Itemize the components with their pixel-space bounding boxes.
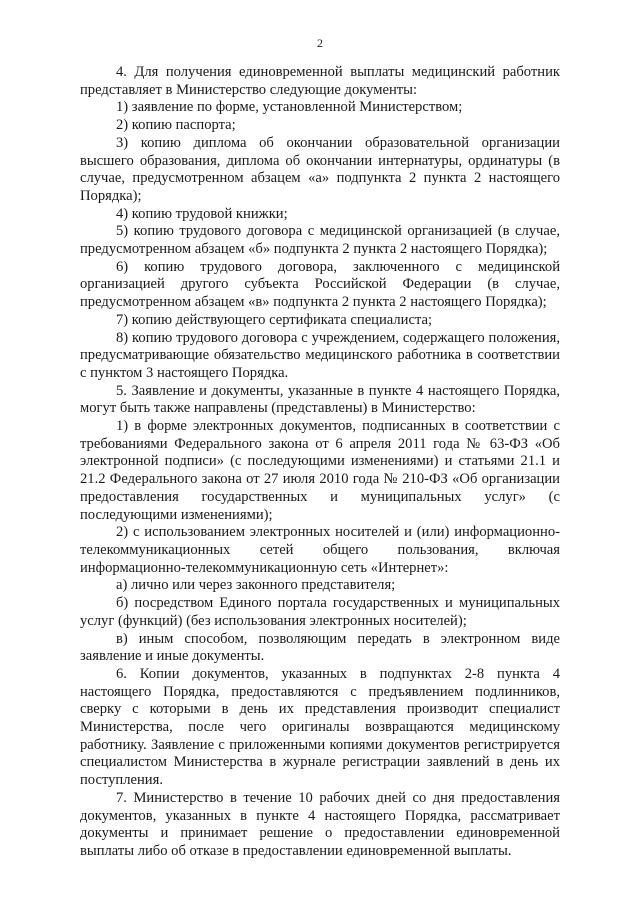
list-item-4-5: 5) копию трудового договора с медицинской организацией (в случае, предусмотренном абзацем «б» подпункта 2 пункта 2 настоящего Порядка); (80, 223, 560, 258)
list-item-5-2: 2) с использованием электронных носителей и (или) информационно-телекоммуникационных сетей общего пользования, включая информационно-телекоммуникационную сеть «Интернет»: (80, 524, 560, 576)
list-item-5-2-b: б) посредством Единого портала государственных и муниципальных услуг (функций) (без использования электронных носителей); (80, 595, 560, 629)
list-item-5-2-v: в) иным способом, позволяющим передать в электронном виде заявление и иные документы. (80, 630, 560, 665)
list-item-4-2: 2) копию паспорта; (116, 117, 236, 134)
document-body (80, 64, 560, 861)
list-item-4-6: 6) копию трудового договора, заключенного с медицинской организацией другого субъекта Российской Федерации (в случае, предусмотренном абзацем «в» подпункта 2 пункта 2 настоящего Порядка); (80, 258, 560, 311)
paragraph-5-intro: 5. Заявление и документы, указанные в пункте 4 настоящего Порядка, могут быть также направлены (представлены) в Министерство: (80, 382, 560, 417)
list-item-4-1: 1) заявление по форме, установленной Министерством; (116, 99, 463, 116)
paragraph-6: 6. Копии документов, указанных в подпунктах 2-8 пункта 4 настоящего Порядка, предоставляются с предъявлением подлинников, сверку с которыми в день их представления производит специалист Министерства, после чего оригиналы возвращаются медицинскому работнику. Заявление с приложенными копиями документов регистрируется специалистом Министерства в журнале регистрации заявлений в день их поступления. (80, 665, 560, 789)
paragraph-4-intro: 4. Для получения единовременной выплаты медицинский работник представляет в Министерство следующие документы: (80, 64, 560, 98)
paragraph-7: 7. Министерство в течение 10 рабочих дней со дня предоставления документов, указанных в пункте 4 настоящего Порядка, рассматривает документы и принимает решение о предоставлении единовременной выплаты либо об отказе в предоставлении единовременной выплаты. (80, 789, 560, 859)
page-number: 2 (317, 36, 323, 50)
list-item-5-2-a: а) лично или через законного представителя; (116, 577, 396, 594)
list-item-4-7: 7) копию действующего сертификата специалиста; (116, 311, 433, 328)
list-item-4-8: 8) копию трудового договора с учреждением, содержащего положения, предусматривающие обязательство медицинского работника в соответствии с пунктом 3 настоящего Порядка. (80, 329, 560, 381)
list-item-5-1: 1) в форме электронных документов, подписанных в соответствии с требованиями Федерального закона от 6 апреля 2011 года № 63-ФЗ «Об электронной подписи» (с последующими изменениями) и статьями 21.1 и 21.2 Федерального закона от 27 июля 2010 года № 210-ФЗ «Об организации предоставления государственных и муниципальных услуг» (с последующими изменениями); (80, 418, 560, 523)
list-item-4-3: 3) копию диплома об окончании образовательной организации высшего образования, диплома об окончании интернатуры, ординатуры (в случае, предусмотренном абзацем «а» подпункта 2 пункта 2 настоящего Порядка); (80, 134, 560, 204)
list-item-4-4: 4) копию трудовой книжки; (116, 205, 288, 222)
